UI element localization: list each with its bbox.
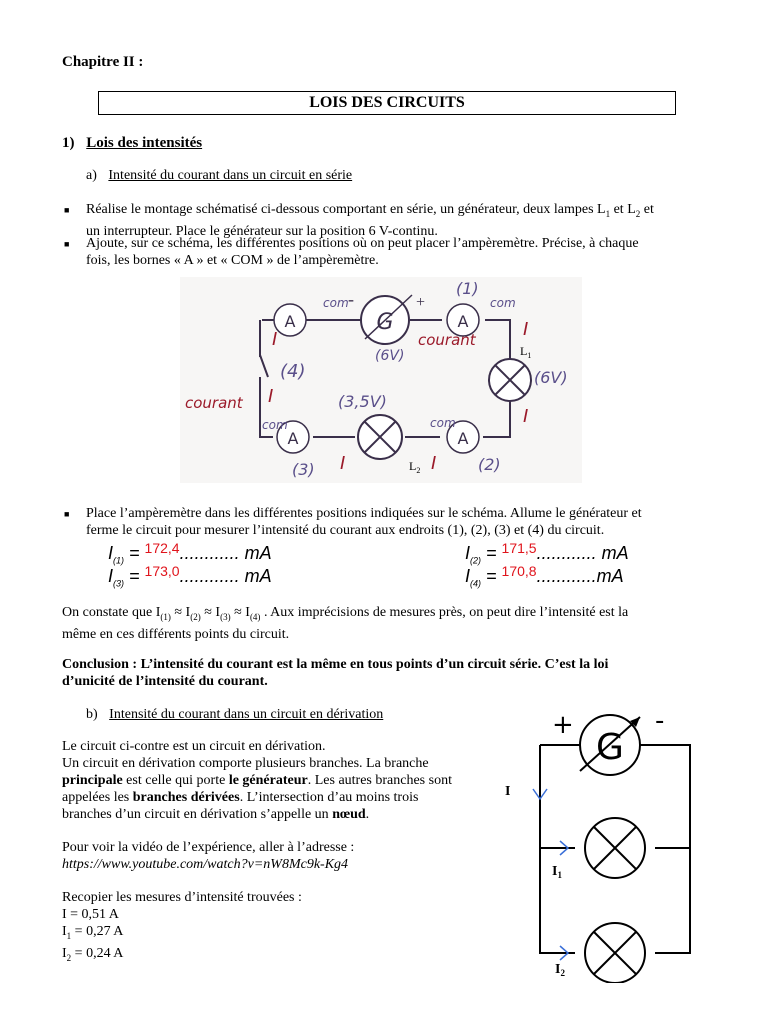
svg-text:I: I <box>340 453 346 474</box>
svg-text:G: G <box>596 727 624 768</box>
series-circuit-diagram <box>180 277 582 483</box>
video-text <box>62 839 502 873</box>
svg-text:I: I <box>268 386 274 407</box>
unit: mA <box>601 543 629 563</box>
unit: mA <box>244 543 272 563</box>
measure-i1-value: 172,4 <box>144 540 180 556</box>
svg-text:courant: courant <box>418 331 476 349</box>
bullet-marker: ■ <box>64 205 70 215</box>
svg-text:L2: $L_2$ <box>409 459 421 475</box>
svg-text:I1: $I_1$ <box>552 864 562 880</box>
svg-text:L1: $L_1$ <box>520 344 532 360</box>
measure-i1: $I_{(1)} = ^{172,4}$............ mA <box>108 540 272 566</box>
deriv-line-4: appelées les <box>62 790 133 805</box>
svg-text:I: I <box>272 329 278 350</box>
svg-text:com: com <box>430 416 456 430</box>
deriv-line-5: branches d’un circuit en dérivation s’appelle un <box>62 807 333 822</box>
measure-i2: $I_{(2)} = ^{171,5}$............ mA <box>465 540 629 566</box>
subsection-a-heading <box>86 167 352 184</box>
measure-i3-value: 173,0 <box>144 563 180 579</box>
subsection-b-label: b) <box>86 707 98 722</box>
bullet-3-line-1: Place l’ampèremètre dans les différentes positions indiquées sur le schéma. Allume le générateur et <box>86 506 642 521</box>
measure-i3: $I_{(3)} = ^{173,0}$............ mA <box>108 563 272 589</box>
conclusion <box>62 656 752 690</box>
measure-i4: $I_{(4)} = ^{170,8}............mA$ <box>465 563 624 589</box>
svg-text:(3): (3) <box>292 460 315 479</box>
svg-text:(6V): (6V) <box>375 348 405 364</box>
svg-text:+: + <box>552 710 574 740</box>
video-link[interactable]: https://www.youtube.com/watch?v=nW8Mc9k-Kg4 <box>62 857 349 872</box>
page-title: LOIS DES CIRCUITS <box>98 91 676 115</box>
svg-text:(4): (4) <box>280 361 306 382</box>
conclusion-line-1: Conclusion : L’intensité du courant est la même en tous points d’un circuit série. C’est la loi <box>62 657 609 672</box>
svg-text:courant: courant <box>185 394 243 412</box>
dots: ............ <box>179 566 240 586</box>
conclusion-line-2: d’unicité de l’intensité du courant. <box>62 674 268 689</box>
deriv-line-2: Un circuit en dérivation comporte plusieurs branches. La branche <box>62 756 429 771</box>
bullet-2-line-2: fois, les bornes « A » et « COM » de l’ampèremètre. <box>86 253 379 268</box>
bullet-1-text: Réalise le montage schématisé ci-dessous comportant en série, un générateur, deux lampes $L_1$ et $L_2$ et un interrupteur. Place le générateur sur la position 6 V-continu. <box>86 202 654 239</box>
chapter-heading: Chapitre II : <box>62 54 144 70</box>
deriv-line-1: Le circuit ci-contre est un circuit en dérivation. <box>62 739 326 754</box>
svg-text:A: A <box>457 429 469 448</box>
bullet-marker: ■ <box>64 509 70 519</box>
generator-G <box>580 715 640 775</box>
svg-text:com: com <box>262 418 288 432</box>
svg-text:A: A <box>284 312 296 331</box>
svg-text:I: I <box>523 319 529 340</box>
deriv-principale: principale <box>62 773 123 788</box>
constat-line-2: même en ces différents points du circuit. <box>62 626 290 642</box>
bullet-3-text <box>86 505 746 539</box>
lamp-L2 <box>358 415 402 459</box>
dots: ............ <box>179 543 240 563</box>
lamp-L1 <box>489 359 531 401</box>
svg-text:A: A <box>287 429 299 448</box>
unit: mA <box>244 566 272 586</box>
svg-text:(1): (1) <box>456 279 479 298</box>
svg-text:A: A <box>457 312 469 331</box>
svg-text:(2): (2) <box>478 455 501 474</box>
svg-text:com: com <box>323 296 349 310</box>
deriv-line-3-end: . Les autres branches sont <box>307 773 452 788</box>
constat-text: On constate que $I_{(1)} \approx I_{(2)} \approx I_{(3)} \approx I_{(4)}$ . Aux imprécisions de mesures près, on peut dire l’intensité est la même en ces différents points du circuit. <box>62 605 629 642</box>
constat-start: On constate que I <box>62 605 161 620</box>
svg-text:I: I <box>431 453 437 474</box>
unit: mA <box>596 566 624 586</box>
ammeter-4 <box>274 304 306 336</box>
svg-text:-: - <box>655 706 665 736</box>
svg-text:-: - <box>348 289 354 309</box>
dots: ............ <box>536 543 597 563</box>
deriv-line-4-end: . L’intersection d’au moins trois <box>239 790 419 805</box>
svg-text:+: + <box>416 294 426 311</box>
svg-text:I: I <box>523 406 529 427</box>
video-instruction: Pour voir la vidéo de l’expérience, aller à l’adresse : <box>62 840 355 855</box>
results: Recopier les mesures d’intensité trouvées : I = 0,51 A $I_1 = 0,27$ A $I_2 = 0,24$ A <box>62 890 302 963</box>
dots: ............ <box>536 566 597 586</box>
bullet-marker: ■ <box>64 239 70 249</box>
bullet-1-line-1: Réalise le montage schématisé ci-dessous comportant en série, un générateur, deux lampes L <box>86 202 606 217</box>
constat-end: . Aux imprécisions de mesures près, on peut dire l’intensité est la <box>263 605 629 620</box>
svg-text:I2: $I_2$ <box>555 962 565 978</box>
bullet-1-line-2: un interrupteur. Place le générateur sur la position 6 V-continu. <box>86 223 438 239</box>
result-i1: = 0,27 A <box>71 924 124 939</box>
subsection-b-heading <box>86 706 383 723</box>
subsection-a-title: Intensité du courant dans un circuit en série <box>108 168 353 183</box>
result-i: I = 0,51 A <box>62 907 119 922</box>
results-intro: Recopier les mesures d’intensité trouvées : <box>62 890 302 905</box>
deriv-line-3: est celle qui porte <box>122 773 229 788</box>
svg-text:(3,5V): (3,5V) <box>338 392 387 411</box>
section-1-number: 1) <box>62 135 75 151</box>
svg-text:I: I <box>505 784 511 799</box>
measure-i4-value: 170,8 <box>501 563 537 579</box>
bullet-1-line-1-mid: et L <box>610 202 636 217</box>
svg-text:G: G <box>376 310 394 335</box>
lamp-branch-2 <box>585 923 645 983</box>
bullet-1-line-1-tail: et <box>640 202 654 217</box>
derivation-text <box>62 738 502 823</box>
subsection-b-title: Intensité du courant dans un circuit en dérivation <box>109 707 384 722</box>
result-i2: = 0,24 A <box>71 945 124 961</box>
bullet-2-line-1: Ajoute, sur ce schéma, les différentes positions où on peut placer l’ampèremètre. Précise, à chaque <box>86 236 639 251</box>
svg-text:(6V): (6V) <box>534 368 568 387</box>
deriv-noeud: nœud <box>332 807 366 822</box>
bullet-3-line-2: ferme le circuit pour mesurer l’intensité du courant aux endroits (1), (2), (3) et (4) du circuit. <box>86 523 605 538</box>
measure-i2-value: 171,5 <box>501 540 537 556</box>
deriv-generateur: le générateur <box>228 773 308 788</box>
section-1-heading <box>62 134 202 152</box>
deriv-period: . <box>365 807 370 822</box>
lamp-branch-1 <box>585 818 645 878</box>
section-1-title: Lois des intensités <box>86 135 203 151</box>
deriv-branches: branches dérivées <box>132 790 240 805</box>
parallel-circuit-diagram <box>500 703 720 983</box>
svg-text:com: com <box>490 296 516 310</box>
subsection-a-label: a) <box>86 168 97 183</box>
bullet-2-text <box>86 235 746 269</box>
